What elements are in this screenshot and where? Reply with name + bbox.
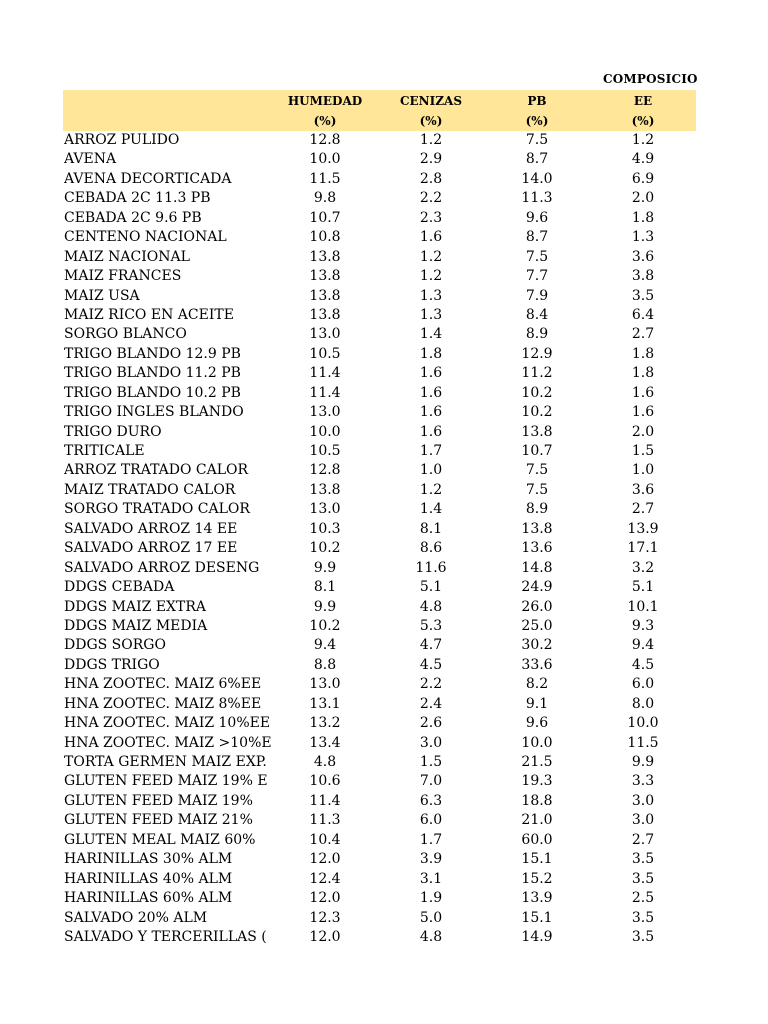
cell-humedad: 13.4 [309,734,341,751]
cell-ee: 3.5 [631,287,655,304]
header-cenizas-unit: (%) [419,114,443,128]
table-row [63,539,703,558]
cell-cenizas: 1.4 [419,501,443,518]
cell-pb: 33.6 [521,656,553,673]
cell-cenizas: 3.1 [419,870,443,887]
cell-humedad: 10.4 [309,831,341,848]
cell-ingredient: HARINILLAS 30% ALM [64,851,233,868]
cell-ee: 1.2 [631,132,655,148]
cell-ee: 3.0 [631,792,655,809]
cell-ingredient: TORTA GERMEN MAIZ EXP. [64,754,267,770]
cell-ingredient: CEBADA 2C 9.6 PB [64,209,202,226]
cell-cenizas: 7.0 [419,773,443,790]
cell-ee: 5.1 [631,579,655,596]
table-row [63,636,703,655]
cell-ee: 2.5 [631,890,655,907]
cell-pb: 10.7 [521,443,553,459]
cell-cenizas: 1.5 [419,754,443,770]
cell-pb: 11.2 [521,365,553,382]
cell-ingredient: ARROZ PULIDO [64,132,180,148]
cell-pb: 8.7 [525,151,549,168]
cell-pb: 8.4 [525,306,549,323]
table-row [63,442,703,461]
table-row [63,714,703,733]
table-row [63,870,703,889]
cell-pb: 8.9 [525,326,549,343]
cell-cenizas: 1.7 [419,443,443,459]
header-ee-unit: (%) [631,114,655,128]
cell-cenizas: 1.2 [419,248,443,265]
cell-ee: 6.4 [631,306,655,323]
cell-cenizas: 2.3 [419,209,443,226]
table-row [63,753,703,772]
cell-ingredient: SALVADO ARROZ 14 EE [64,520,238,537]
cell-ee: 10.1 [627,598,659,615]
cell-ingredient: DDGS MAIZ MEDIA [64,617,208,634]
cell-humedad: 9.8 [313,190,337,207]
cell-humedad: 11.5 [309,170,341,187]
header-pb: PB [527,94,547,108]
cell-ee: 1.8 [631,365,655,382]
table-row [63,656,703,675]
table-row [63,423,703,442]
cell-cenizas: 4.5 [419,656,443,673]
cell-pb: 8.2 [525,676,549,693]
cell-ee: 1.6 [631,384,655,401]
cell-ingredient: HNA ZOOTEC. MAIZ >10%E [64,734,272,751]
cell-cenizas: 8.1 [419,520,443,537]
table-row [63,578,703,597]
section-title: COMPOSICIO [603,72,698,86]
cell-cenizas: 3.0 [419,734,443,751]
cell-ingredient: GLUTEN FEED MAIZ 21% [64,812,253,829]
cell-pb: 10.2 [521,384,553,401]
cell-ee: 6.9 [631,170,655,187]
cell-pb: 13.8 [521,520,553,537]
cell-pb: 18.8 [521,792,553,809]
cell-humedad: 13.8 [309,287,341,304]
cell-ingredient: SORGO TRATADO CALOR [64,501,250,518]
cell-pb: 10.0 [521,734,553,751]
table-row [63,170,703,189]
cell-humedad: 9.9 [313,598,337,615]
cell-cenizas: 1.8 [419,345,443,362]
cell-cenizas: 1.2 [419,481,443,498]
cell-pb: 15.1 [521,909,553,926]
cell-humedad: 9.9 [313,559,337,576]
cell-ee: 2.7 [631,831,655,848]
cell-cenizas: 2.8 [419,170,443,187]
cell-ingredient: HARINILLAS 60% ALM [64,890,233,907]
cell-ingredient: GLUTEN MEAL MAIZ 60% [64,831,256,848]
table-row [63,209,703,228]
cell-cenizas: 2.2 [419,190,443,207]
cell-ee: 3.5 [631,909,655,926]
cell-pb: 9.6 [525,209,549,226]
cell-humedad: 13.8 [309,248,341,265]
cell-humedad: 8.8 [313,656,337,673]
cell-ingredient: MAIZ NACIONAL [64,248,190,265]
cell-pb: 14.0 [521,170,553,187]
cell-cenizas: 8.6 [419,540,443,557]
cell-ingredient: TRIGO INGLES BLANDO [64,404,244,421]
cell-ingredient: AVENA DECORTICADA [64,170,232,187]
cell-cenizas: 1.6 [419,384,443,401]
column-header-row [63,90,696,131]
cell-cenizas: 1.6 [419,423,443,440]
cell-pb: 15.2 [521,870,553,887]
cell-ee: 13.9 [627,520,659,537]
cell-pb: 9.1 [525,695,549,712]
table-row [63,811,703,830]
cell-ingredient: CEBADA 2C 11.3 PB [64,190,211,207]
cell-ee: 1.8 [631,345,655,362]
cell-pb: 21.0 [521,812,553,829]
cell-cenizas: 1.6 [419,229,443,246]
table-row [63,520,703,539]
cell-ingredient: HNA ZOOTEC. MAIZ 6%EE [64,676,262,693]
cell-cenizas: 1.0 [419,462,443,479]
cell-humedad: 13.0 [309,326,341,343]
cell-humedad: 13.8 [309,306,341,323]
cell-humedad: 12.0 [309,928,341,945]
cell-ingredient: DDGS TRIGO [64,656,160,673]
cell-cenizas: 1.4 [419,326,443,343]
cell-ingredient: DDGS SORGO [64,637,166,654]
cell-pb: 13.8 [521,423,553,440]
cell-humedad: 8.1 [313,579,337,596]
cell-ee: 1.6 [631,404,655,421]
cell-pb: 21.5 [521,754,553,770]
cell-pb: 9.6 [525,715,549,732]
cell-pb: 7.5 [525,462,549,479]
cell-ingredient: AVENA [64,151,117,168]
cell-ingredient: GLUTEN FEED MAIZ 19% E [64,773,268,790]
cell-pb: 15.1 [521,851,553,868]
cell-ingredient: SALVADO Y TERCERILLAS ( [64,928,267,945]
cell-ingredient: SALVADO 20% ALM [64,909,208,926]
cell-humedad: 12.4 [309,870,341,887]
table-row [63,617,703,636]
cell-ee: 10.0 [627,715,659,732]
table-row [63,403,703,422]
table-row [63,287,703,306]
cell-cenizas: 5.3 [419,617,443,634]
cell-humedad: 12.0 [309,890,341,907]
cell-pb: 7.7 [525,268,549,285]
cell-pb: 13.9 [521,890,553,907]
table-row [63,384,703,403]
cell-humedad: 10.0 [309,151,341,168]
cell-humedad: 10.5 [309,345,341,362]
cell-cenizas: 2.2 [419,676,443,693]
cell-ee: 1.8 [631,209,655,226]
cell-ingredient: TRITICALE [64,443,145,459]
cell-cenizas: 2.9 [419,151,443,168]
cell-humedad: 4.8 [313,754,337,770]
cell-pb: 12.9 [521,345,553,362]
cell-humedad: 9.4 [313,637,337,654]
cell-ee: 3.0 [631,812,655,829]
cell-ee: 2.7 [631,326,655,343]
cell-cenizas: 3.9 [419,851,443,868]
cell-ingredient: CENTENO NACIONAL [64,229,227,246]
cell-pb: 19.3 [521,773,553,790]
cell-humedad: 10.0 [309,423,341,440]
cell-pb: 26.0 [521,598,553,615]
cell-ingredient: HNA ZOOTEC. MAIZ 8%EE [64,695,262,712]
cell-humedad: 10.3 [309,520,341,537]
cell-ee: 2.7 [631,501,655,518]
cell-cenizas: 1.7 [419,831,443,848]
cell-cenizas: 4.8 [419,928,443,945]
cell-humedad: 10.6 [309,773,341,790]
cell-pb: 7.9 [525,287,549,304]
cell-ee: 2.0 [631,423,655,440]
cell-pb: 14.9 [521,928,553,945]
cell-cenizas: 1.9 [419,890,443,907]
cell-ee: 9.3 [631,617,655,634]
cell-cenizas: 1.2 [419,132,443,148]
cell-ingredient: MAIZ RICO EN ACEITE [64,306,234,323]
cell-ee: 4.9 [631,151,655,168]
table-row [63,267,703,286]
cell-cenizas: 1.2 [419,268,443,285]
cell-cenizas: 6.3 [419,792,443,809]
cell-ingredient: TRIGO DURO [64,423,162,440]
cell-humedad: 11.4 [309,365,341,382]
cell-humedad: 13.0 [309,676,341,693]
cell-ingredient: SALVADO ARROZ 17 EE [64,540,238,557]
cell-cenizas: 11.6 [415,559,447,576]
cell-humedad: 13.2 [309,715,341,732]
cell-ee: 4.5 [631,656,655,673]
cell-humedad: 10.8 [309,229,341,246]
table-row [63,850,703,869]
table-row [63,345,703,364]
cell-cenizas: 5.1 [419,579,443,596]
table-row [63,559,703,578]
cell-humedad: 11.3 [309,812,341,829]
table-row [63,364,703,383]
cell-cenizas: 1.6 [419,365,443,382]
header-ee: EE [633,94,653,108]
cell-cenizas: 6.0 [419,812,443,829]
cell-ingredient: HARINILLAS 40% ALM [64,870,233,887]
cell-ee: 8.0 [631,695,655,712]
cell-ingredient: TRIGO BLANDO 11.2 PB [64,365,241,382]
cell-cenizas: 4.7 [419,637,443,654]
cell-ingredient: SORGO BLANCO [64,326,187,343]
cell-ingredient: ARROZ TRATADO CALOR [64,462,249,479]
header-humedad: HUMEDAD [287,94,363,108]
table-row [63,461,703,480]
cell-cenizas: 1.3 [419,306,443,323]
table-row [63,928,703,947]
cell-ingredient: SALVADO ARROZ DESENG [64,559,260,576]
cell-ee: 3.3 [631,773,655,790]
cell-pb: 8.9 [525,501,549,518]
table-row [63,325,703,344]
cell-ee: 9.9 [631,754,655,770]
table-row [63,734,703,753]
cell-humedad: 13.8 [309,481,341,498]
cell-pb: 60.0 [521,831,553,848]
cell-pb: 10.2 [521,404,553,421]
cell-ee: 1.5 [631,443,655,459]
cell-pb: 7.5 [525,481,549,498]
cell-cenizas: 1.3 [419,287,443,304]
table-row [63,831,703,850]
cell-cenizas: 4.8 [419,598,443,615]
table-row [63,792,703,811]
cell-ee: 3.6 [631,248,655,265]
cell-humedad: 10.5 [309,443,341,459]
cell-ee: 1.0 [631,462,655,479]
cell-ee: 3.5 [631,851,655,868]
cell-humedad: 13.0 [309,404,341,421]
cell-pb: 11.3 [521,190,553,207]
cell-ingredient: TRIGO BLANDO 10.2 PB [64,384,241,401]
cell-ingredient: MAIZ FRANCES [64,268,182,285]
table-row [63,675,703,694]
cell-humedad: 10.2 [309,540,341,557]
cell-ingredient: MAIZ USA [64,287,140,304]
cell-humedad: 13.8 [309,268,341,285]
cell-humedad: 13.1 [309,695,341,712]
cell-humedad: 11.4 [309,384,341,401]
cell-cenizas: 2.6 [419,715,443,732]
cell-ee: 3.2 [631,559,655,576]
cell-pb: 24.9 [521,579,553,596]
cell-pb: 8.7 [525,229,549,246]
data-table-body [63,131,703,947]
table-row [63,695,703,714]
cell-humedad: 10.7 [309,209,341,226]
cell-ee: 3.6 [631,481,655,498]
table-row [63,306,703,325]
cell-pb: 13.6 [521,540,553,557]
cell-pb: 30.2 [521,637,553,654]
cell-ee: 3.8 [631,268,655,285]
cell-ingredient: GLUTEN FEED MAIZ 19% [64,792,253,809]
header-humedad-unit: (%) [313,114,337,128]
cell-ee: 11.5 [627,734,659,751]
table-row [63,248,703,267]
cell-humedad: 10.2 [309,617,341,634]
cell-ee: 17.1 [627,540,659,557]
cell-ingredient: DDGS MAIZ EXTRA [64,598,207,615]
cell-cenizas: 1.6 [419,404,443,421]
cell-ee: 9.4 [631,637,655,654]
cell-pb: 25.0 [521,617,553,634]
cell-pb: 14.8 [521,559,553,576]
cell-ingredient: TRIGO BLANDO 12.9 PB [64,345,241,362]
cell-humedad: 12.0 [309,851,341,868]
header-pb-unit: (%) [525,114,549,128]
cell-ee: 3.5 [631,870,655,887]
cell-ee: 3.5 [631,928,655,945]
cell-pb: 7.5 [525,248,549,265]
cell-ingredient: MAIZ TRATADO CALOR [64,481,236,498]
cell-humedad: 12.8 [309,132,341,148]
cell-ee: 1.3 [631,229,655,246]
table-row [63,909,703,928]
table-row [63,150,703,169]
table-row [63,598,703,617]
cell-humedad: 12.3 [309,909,341,926]
cell-humedad: 12.8 [309,462,341,479]
table-row [63,228,703,247]
cell-ee: 6.0 [631,676,655,693]
cell-humedad: 11.4 [309,792,341,809]
cell-cenizas: 5.0 [419,909,443,926]
table-row [63,481,703,500]
header-cenizas: CENIZAS [399,94,462,108]
table-row [63,772,703,791]
cell-ingredient: HNA ZOOTEC. MAIZ 10%EE [64,715,271,732]
cell-ingredient: DDGS CEBADA [64,579,175,596]
cell-ee: 2.0 [631,190,655,207]
table-row [63,131,703,150]
cell-cenizas: 2.4 [419,695,443,712]
table-row [63,500,703,519]
cell-humedad: 13.0 [309,501,341,518]
table-row [63,889,703,908]
table-row [63,189,703,208]
cell-pb: 7.5 [525,132,549,148]
